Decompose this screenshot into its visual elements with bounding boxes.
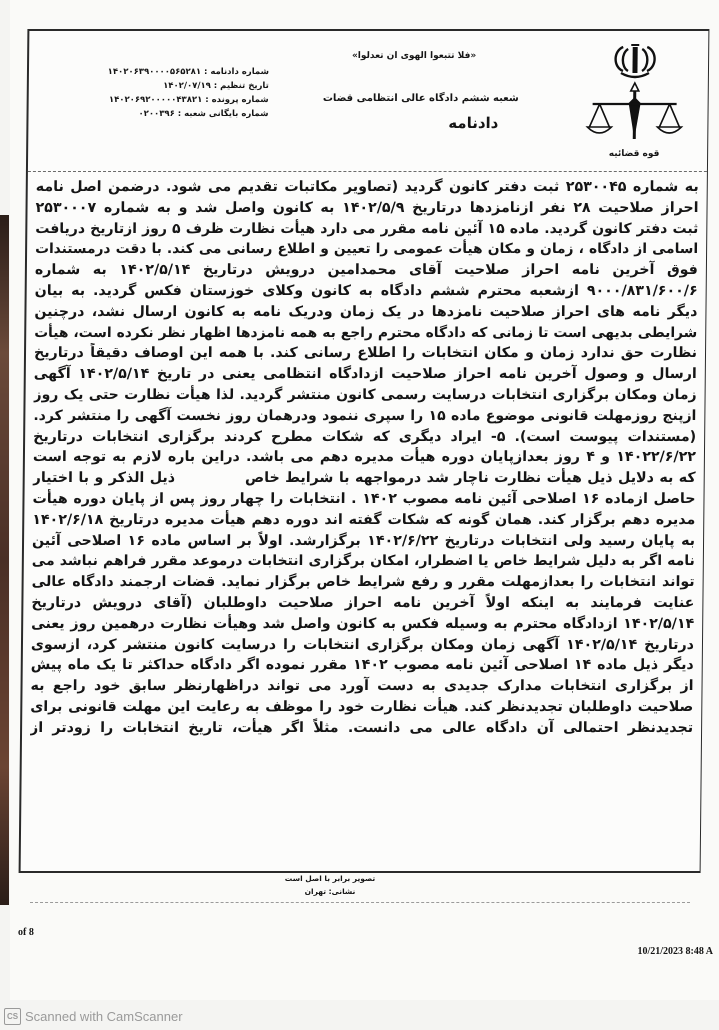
- stamp-line-certified: تصویر برابر با اصل است: [284, 874, 376, 883]
- scales-of-justice-icon: [584, 41, 685, 149]
- body-line: احراز صلاحیت ۲۸ نفر ازنامزدها درتاریخ ۱۴۰۲/۵/۹ به کانون واصل شد و به شماره ۲۵۳۰۰۰۷: [35, 199, 699, 216]
- body-line: ۱۴۰۲/۵/۱۴ ازدادگاه محترم به وسیله فکس به کانون واصل شد وهیأت نظارت درهمین روز یعنی: [31, 615, 695, 632]
- body-line: از برگزاری انتخابات مدارک جدیدی به دست آورد می تواند دراظهارنظر سابق خود راجع به: [30, 678, 694, 695]
- body-line: به شماره ۲۵۳۰۰۴۵ ثبت دفتر کانون گردید (تصاویر مکاتبات تقدیم می شود. درضمن اصل نامه: [35, 179, 699, 195]
- document-frame: [19, 29, 710, 873]
- print-timestamp: 10/21/2023 8:48 A: [637, 946, 713, 957]
- certification-stamp: [260, 872, 400, 898]
- scanned-page: [10, 0, 719, 1000]
- motto: «فلا تتبعوا الهوی ان تعدلوا»: [351, 51, 477, 61]
- verdict-number: [99, 65, 269, 79]
- body-line: شرایطی بدیهی است تا زمانی که دادگاه محترم راجع به همه نامزدها اظهار نظر نکرده است، هیأت: [34, 324, 698, 341]
- body-line: درتاریخ ۱۴۰۲/۵/۱۴ آگهی زمان ومکان برگزاری انتخابات را درسایت کانون منتشر کرد، ازسوی: [30, 636, 695, 653]
- verdict-body: [30, 177, 699, 739]
- meta-value: ۰۲۰۰۳۹۶: [138, 109, 175, 119]
- body-line-start: که به دلایل ذیل هیأت نظارت ناچار شد درمواجهه با شرایط خاص: [244, 470, 696, 487]
- body-line: دیگر ذیل ماده ۱۴ اصلاحی آئین نامه مصوب ۱۴۰۲ مقرر نموده اگر دادگاه حداکثر تا یک ماه پیش: [30, 657, 694, 674]
- case-number: [99, 93, 269, 107]
- body-line-tail: ذیل الذکر و با اختیار: [32, 470, 176, 487]
- document-header: [28, 31, 708, 172]
- body-line: اسامی از دادگاه ، زمان و مکان هیأت عمومی را تعیین و اطلاع رسانی می کند. با دقت درمستندات: [35, 241, 699, 258]
- case-metadata: [98, 65, 269, 121]
- body-line: به پایان رسید ولی انتخابات درتاریخ ۱۴۰۲/۶/۲۲ برگزارشد. اولاً بر اساس ماده ۱۶ اصلاحی آئین: [31, 532, 696, 549]
- body-line: نظارت حق ندارد زمان و مکان انتخابات را اطلاع رسانی کند. با همه این اوصاف دقیقاً درتاریخ: [33, 345, 698, 362]
- body-line: ارسال و وصول آخرین نامه احراز صلاحیت ازدادگاه انتظامی یعنی در تاریخ ۱۴۰۲/۵/۱۴ آگهی: [33, 366, 697, 383]
- court-heading: [318, 51, 519, 132]
- meta-label: شماره پرونده :: [205, 95, 269, 105]
- body-line: ثبت دفتر کانون گردید. ماده ۱۵ آئین نامه مقرر می دارد هیأت نظارت ظرف ۵ روز ازتاریخ دریافت: [35, 220, 699, 237]
- emblem-label: قوه قضائیه: [608, 149, 660, 159]
- stamp-line-address: نشانی: تهران: [304, 887, 356, 896]
- issue-date: [99, 79, 269, 93]
- archive-number: [98, 107, 268, 121]
- body-line: صلاحیت داوطلبان تجدیدنظر کند. هیأت نظارت خود را موظف به رعایت این مهلت قانونی برای: [30, 698, 694, 715]
- body-line: عنایت فرمایند به اینکه اولاً آخرین نامه احراز صلاحیت داوطلبان (آقای درویش درتاریخ: [31, 594, 695, 611]
- meta-value: ۱۴۰۲۰۶۳۹۰۰۰۰۵۶۵۲۸۱: [107, 67, 202, 77]
- body-line: ۹۰۰۰/۸۳۱/۶۰۰/۶ ازشعبه محترم ششم دادگاه به کانون وکلای خوزستان فکس گردید. به بیان: [34, 282, 698, 299]
- body-line: تواند انتخابات را بعدازمهلت مقرر و رفع شرایط خاص برگزار نماید. قضات ارجمند دادگاه عالی: [31, 574, 695, 591]
- body-line: ازپنج روزمهلت قانونی موضوع ماده ۱۵ را سپری ننمود ودرهمان روز نخست آگهی را منتشر کرد.: [33, 407, 697, 424]
- document-title: دادنامه: [448, 114, 499, 132]
- body-line: فوق آخرین نامه احراز صلاحیت آقای محمدامین درویش درتاریخ ۱۴۰۲/۵/۱۴ به شماره: [34, 262, 698, 279]
- meta-value: ۱۴۰۲۰۶۹۲۰۰۰۰۰۴۳۸۲۱: [108, 95, 203, 105]
- meta-label: تاریخ تنظیم :: [213, 81, 269, 91]
- meta-label: شماره دادنامه :: [203, 67, 270, 77]
- page-count: of 8: [18, 927, 34, 938]
- watermark-text: Scanned with CamScanner: [25, 1009, 183, 1024]
- meta-value: ۱۴۰۲/۰۷/۱۹: [163, 81, 211, 91]
- body-line: (مستندات پیوست است). ۵- ایراد دیگری که شکات مطرح کردند برگزاری انتخابات درتاریخ: [33, 428, 697, 445]
- body-line: تجدیدنظر احتمالی آن دادگاه عالی می دانست. مثلاً اگر هیأت، تاریخ انتخابات را زودتر از: [30, 719, 694, 736]
- meta-label: شماره بایگانی شعبه :: [177, 109, 269, 119]
- body-line: ۱۴۰۲۲/۶/۲۲ و ۴ روز بعدازپایان دوره هیأت مدیره دهم می باشد. دراین باره لازم به توجه است: [32, 449, 697, 466]
- stamp-divider: [30, 902, 690, 903]
- body-line: نامه اگر به دلیل شرایط خاص یا اضطرار، امکان برگزاری انتخابات درموعد مقرر فراهم نباشد می: [31, 553, 695, 570]
- body-line: مدیره دهم برگزار کند. همان گونه که شکات گفته اند دوره دهم هیأت مدیره درتاریخ ۱۴۰۲/۶/۱۸: [32, 511, 696, 528]
- body-line: زمان ومکان برگزاری انتخابات درسایت رسمی کانون منتشر گردید. لذا هیأت نظارت حتی یک روز: [33, 386, 697, 403]
- body-line: دیگر نامه های احراز صلاحیت نامزدها در یک زمان ودریک نامه به کانون ارسال نشد، درچنین: [34, 303, 698, 320]
- body-line-split: [33, 468, 696, 489]
- camscanner-logo-icon: CS: [4, 1008, 21, 1025]
- body-line: حاصل ازماده ۱۶ اصلاحی آئین نامه مصوب ۱۴۰۲ . انتخابات را چهار روز پس از پایان دوره هیأت: [32, 490, 696, 507]
- camscanner-watermark: [4, 1008, 183, 1025]
- court-branch: شعبه ششم دادگاه عالی انتظامی قضات: [322, 93, 519, 104]
- background-desk-edge: [0, 215, 9, 905]
- judiciary-emblem: [579, 41, 690, 166]
